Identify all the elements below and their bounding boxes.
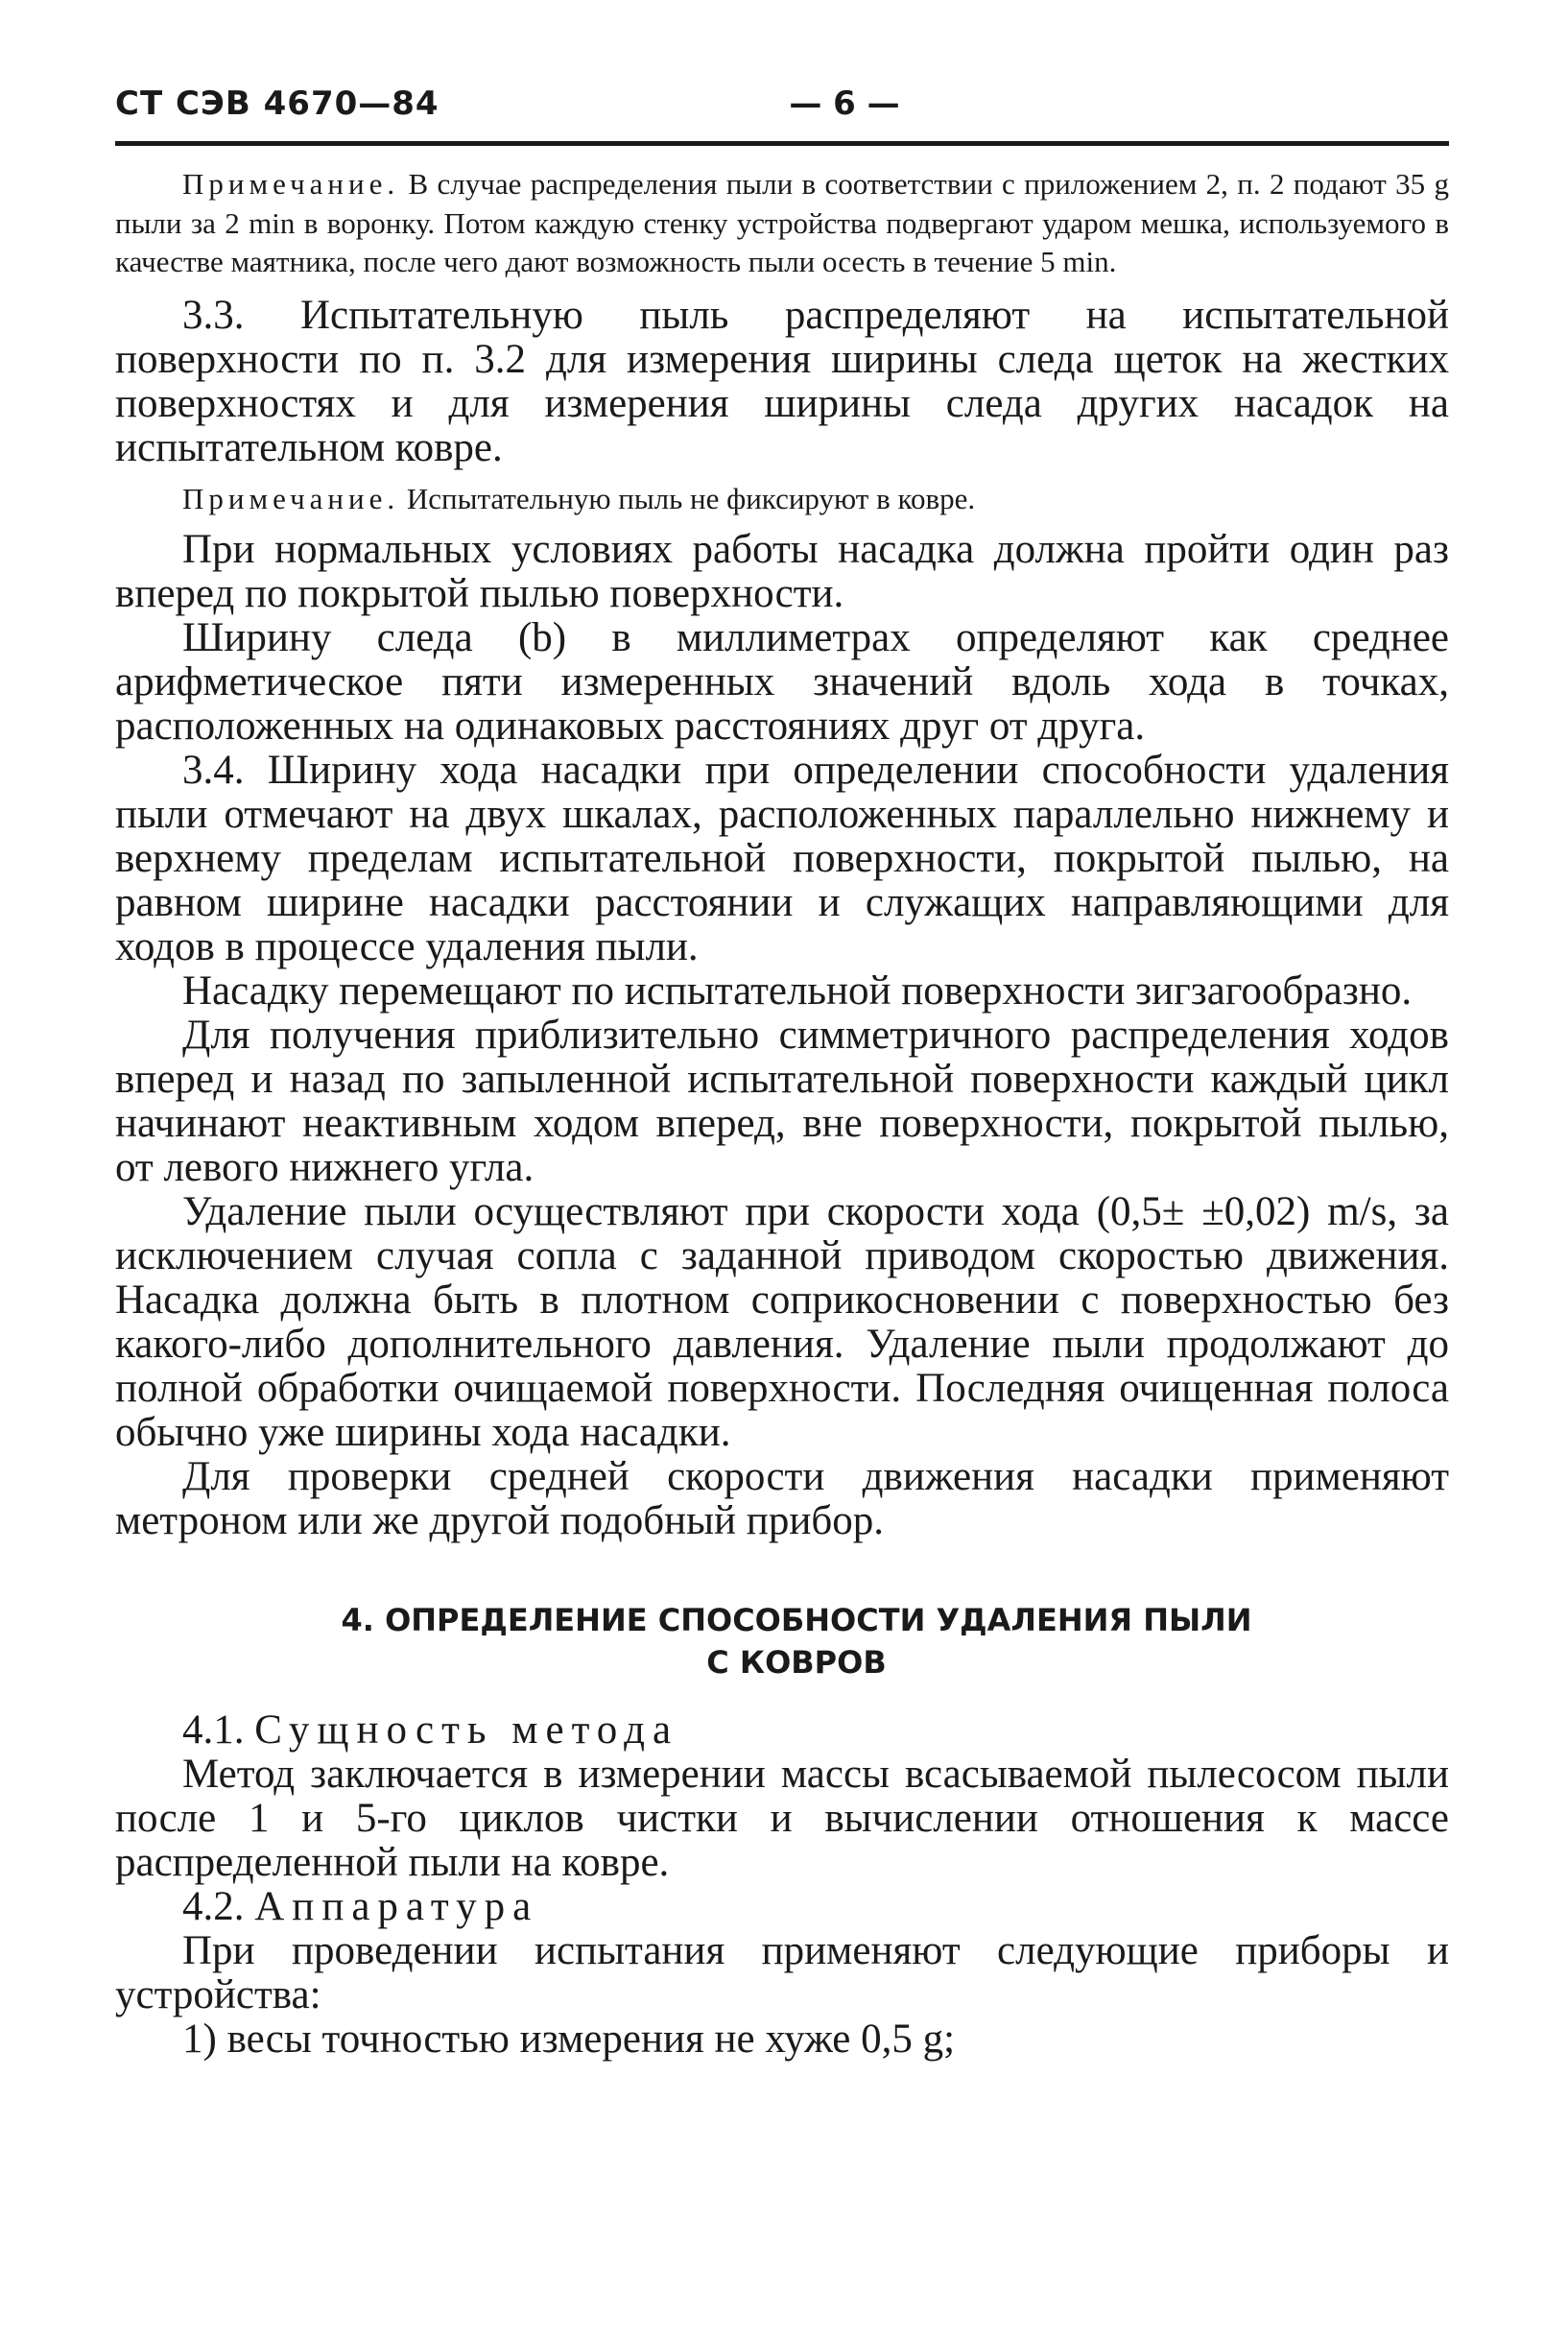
list-item-scales: 1) весы точностью измерения не хуже 0,5 g; [182,2017,956,2062]
note-dust-distribution [115,165,1449,282]
section-4-title [115,1599,1449,1683]
subsection-number: 4.2. [182,1884,245,1929]
note-text: Испытательную пыль не фиксируют в ковре. [406,481,976,515]
paragraph-3-3: 3.3. Испытательную пыль распределяют на испытательной поверхности по п. 3.2 для измерения ширины следа щеток на жестких поверхностях и для измерения ширины следа других насадок на испытательном ковре. [115,292,1449,470]
paragraph-normal-conditions: При нормальных условиях работы насадка должна пройти один раз вперед по покрытой пылью поверхности. [115,527,1449,616]
note-label: Примечание. [182,167,400,201]
paragraph-zigzag: Насадку перемещают по испытательной поверхности зигзагообразно. [182,968,1413,1014]
paragraph-4-1-method: Метод заключается в измерении массы всасываемой пылесосом пыли после 1 и 5-го циклов чистки и вычислении отношения к массе распределенной пыли на ковре. [115,1752,1449,1885]
section-title-line: С КОВРОВ [706,1644,887,1681]
paragraph-4-2-equipment: При проведении испытания применяют следующие приборы и устройства: [115,1928,1449,2017]
section-title-line: 4. ОПРЕДЕЛЕНИЕ СПОСОБНОСТИ УДАЛЕНИЯ ПЫЛИ [341,1602,1252,1638]
note-text: В случае распределения пыли в соответствии с приложением 2, п. 2 подают 35 g пыли за 2 min в воронку. Потом каждую стенку устройства подвергают ударом мешка, используемого в качестве маятника, после чего дают возможность пыли осесть в течение 5 min. [115,167,1450,278]
header-rule [115,141,1449,146]
paragraph-3-4: 3.4. Ширину хода насадки при определении способности удаления пыли отмечают на двух шкалах, расположенных параллельно нижнему и верхнему пределам испытательной поверхности, покрытой пылью, на равном ширине насадки расстоянии и служащих направляющими для ходов в процессе удаления пыли. [115,748,1449,969]
page-header [115,84,1449,132]
note-label: Примечание. [182,481,400,515]
standard-number: СТ СЭВ 4670—84 [115,84,440,123]
subsection-4-2-heading [115,1885,1449,1929]
paragraph-speed: Удаление пыли осуществляют при скорости хода (0,5± ±0,02) m/s, за исключением случая сопла с заданной приводом скоростью движения. Насадка должна быть в плотном соприкосновении с поверхностью без какого-либо дополнительного давления. Удаление пыли продолжают до полной обработки очищаемой поверхности. Последняя очищенная полоса обычно уже ширины хода насадки. [115,1189,1449,1455]
subsection-4-1-heading [115,1708,1449,1753]
page-number: — 6 — [789,84,900,123]
paragraph-trace-width: Ширину следа (b) в миллиметрах определяют как среднее арифметическое пяти измеренных значений вдоль хода в точках, расположенных на одинаковых расстояниях друг от друга. [115,615,1449,749]
note-carpet [115,480,1449,519]
page-body [115,165,1449,2062]
subsection-heading: Аппаратура [254,1884,539,1929]
paragraph-symmetric: Для получения приблизительно симметричного распределения ходов вперед и назад по запыленной испытательной поверхности каждый цикл начинают неактивным ходом вперед, вне поверхности, покрытой пылью, от левого нижнего угла. [115,1013,1449,1190]
subsection-heading: Сущность метода [254,1707,679,1753]
paragraph-metronome: Для проверки средней скорости движения насадки применяют метроном или же другой подобный прибор. [115,1454,1449,1543]
subsection-number: 4.1. [182,1707,245,1753]
